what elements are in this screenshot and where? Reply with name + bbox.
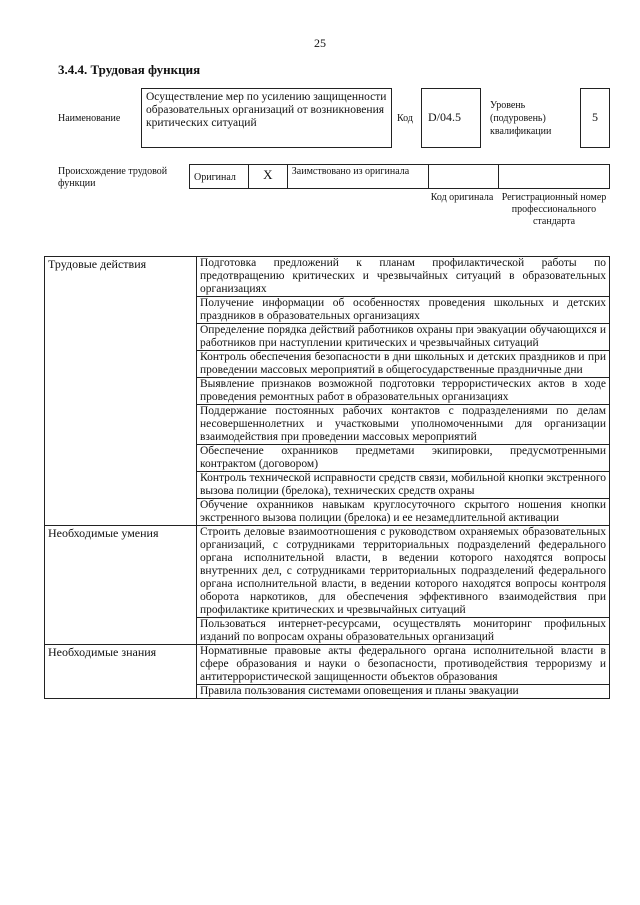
section-title: 3.4.4. Трудовая функция [58,62,201,77]
page-number: 25 [314,36,326,50]
table-cell: Контроль технической исправности средств связи, мобильной кнопки экстренного вызова полиции (брелока), технических средств охраны [197,472,610,499]
table-cell: Подготовка предложений к планам профилактической работы по предотвращению критических и чрезвычайных ситуаций в образовательных организациях [197,257,610,297]
category-cell: Необходимые умения [45,526,197,645]
table-row [45,257,610,297]
function-name-box: Осуществление мер по усилению защищенности образовательных организаций от возникновения критических ситуаций [141,88,392,148]
original-label: Оригинал [190,165,249,188]
category-cell: Трудовые действия [45,257,197,526]
table-cell: Контроль обеспечения безопасности в дни школьных и детских праздников и при проведении массовых мероприятий в общегосударственные праздничные дни [197,351,610,378]
origin-code-cell [429,165,499,188]
table-cell: Поддержание постоянных рабочих контактов с подразделениями по делам несовершеннолетних и участковыми уполномоченными для организации взаимодействия при проведении массовых мероприятий [197,405,610,445]
table-row [45,645,610,685]
borrowed-label: Заимствовано из оригинала [288,165,430,188]
table-cell: Определение порядка действий работников охраны при эвакуации обучающихся и работников при наступлении критических и чрезвычайных ситуаций [197,324,610,351]
code-caption: Код оригинала [430,192,494,203]
code-value-box: D/04.5 [421,88,481,148]
table-cell: Выявление признаков возможной подготовки террористических актов в ходе проведения ремонтных работ в образовательных организациях [197,378,610,405]
level-value-box: 5 [580,88,610,148]
code-label: Код [397,113,413,124]
category-cell: Необходимые знания [45,645,197,699]
name-label: Наименование [58,113,121,124]
original-mark: X [249,165,288,188]
table-cell: Строить деловые взаимоотношения с руководством охраняемых образовательных организаций, с сотрудниками территориальных подразделений федерального органа исполнительной власти, в ведении которого находятся вопросы внутренних дел, с сотрудниками территориальных подразделений федерального органа исполнительной власти, в ведении которого находятся вопросы контроля оборота наркотиков, для обеспечения эффективного взаимодействия при профилактике критических и чрезвычайных ситуаций [197,526,610,618]
origin-row [189,164,610,189]
table-cell: Правила пользования системами оповещения и планы эвакуации [197,685,610,699]
origin-reg-cell [499,165,609,188]
table-cell: Обучение охранников навыкам круглосуточного скрытого ношения кнопки экстренного вызова полиции (брелока) и ее незамедлительной активации [197,499,610,526]
table-cell: Обеспечение охранников предметами экипировки, предусмотренными контрактом (договором) [197,445,610,472]
origin-label: Происхождение трудовой функции [58,166,168,189]
function-table [44,256,610,699]
table-cell: Получение информации об особенностях проведения школьных и детских праздников в образовательных организациях [197,297,610,324]
table-cell: Пользоваться интернет-ресурсами, осуществлять мониторинг профильных изданий по вопросам охраны образовательных организаций [197,618,610,645]
level-label: Уровень (подуровень) квалификации [490,100,552,137]
table-row [45,526,610,618]
reg-caption: Регистрационный номер профессионального стандарта [501,192,607,227]
table-cell: Нормативные правовые акты федерального органа исполнительной власти в сфере образования и науки о безопасности, противодействия терроризму и антитеррористической защищенности объектов образования [197,645,610,685]
